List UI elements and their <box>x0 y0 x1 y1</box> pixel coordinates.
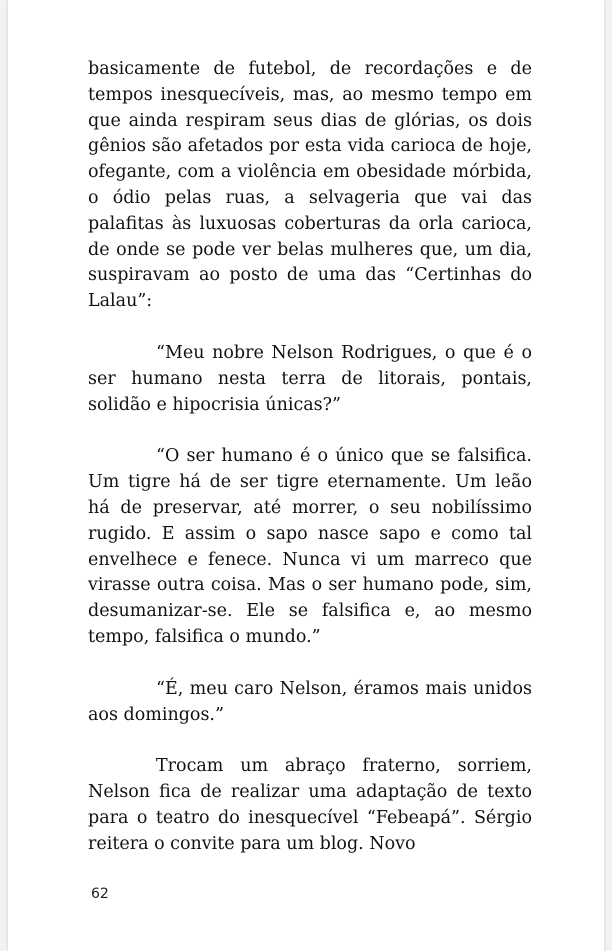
page-number: 62 <box>91 886 109 902</box>
paragraph-2: “Meu nobre Nelson Rodrigues, o que é o ser humano nesta terra de litorais, pontais, solidão e hipocrisia únicas?” <box>88 342 532 415</box>
page-body <box>88 57 532 858</box>
book-page <box>8 0 604 951</box>
paragraph-3: “O ser humano é o único que se falsifica. Um tigre há de ser tigre eternamente. Um leão há de preservar, até morrer, o seu nobilíssimo rugido. E assim o sapo nasce sapo e como tal envelhece e fenece. Nunca vi um marreco que virasse outra coisa. Mas o ser humano pode, sim, desumanizar-se. Ele se falsifica e, ao mesmo tempo, falsifica o mundo.” <box>88 446 532 647</box>
paragraph-5: Trocam um abraço fraterno, sorriem, Nelson fica de realizar uma adaptação de texto para o teatro do inesquecível “Febeapá”. Sérgio reitera o convite para um blog. Novo <box>88 756 532 854</box>
paragraph-1: basicamente de futebol, de recordações e de tempos inesquecíveis, mas, ao mesmo tempo em que ainda respiram seus dias de glórias, os dois gênios são afetados por esta vida carioca de hoje, ofegante, com a violência em obesidade mórbida, o ódio pelas ruas, a selvageria que vai das palafitas às luxuosas coberturas da orla carioca, de onde se pode ver belas mulheres que, um dia, suspiravam ao posto de uma das “Certinhas do Lalau”: <box>88 59 532 312</box>
paragraph-4: “É, meu caro Nelson, éramos mais unidos aos domingos.” <box>88 678 532 725</box>
